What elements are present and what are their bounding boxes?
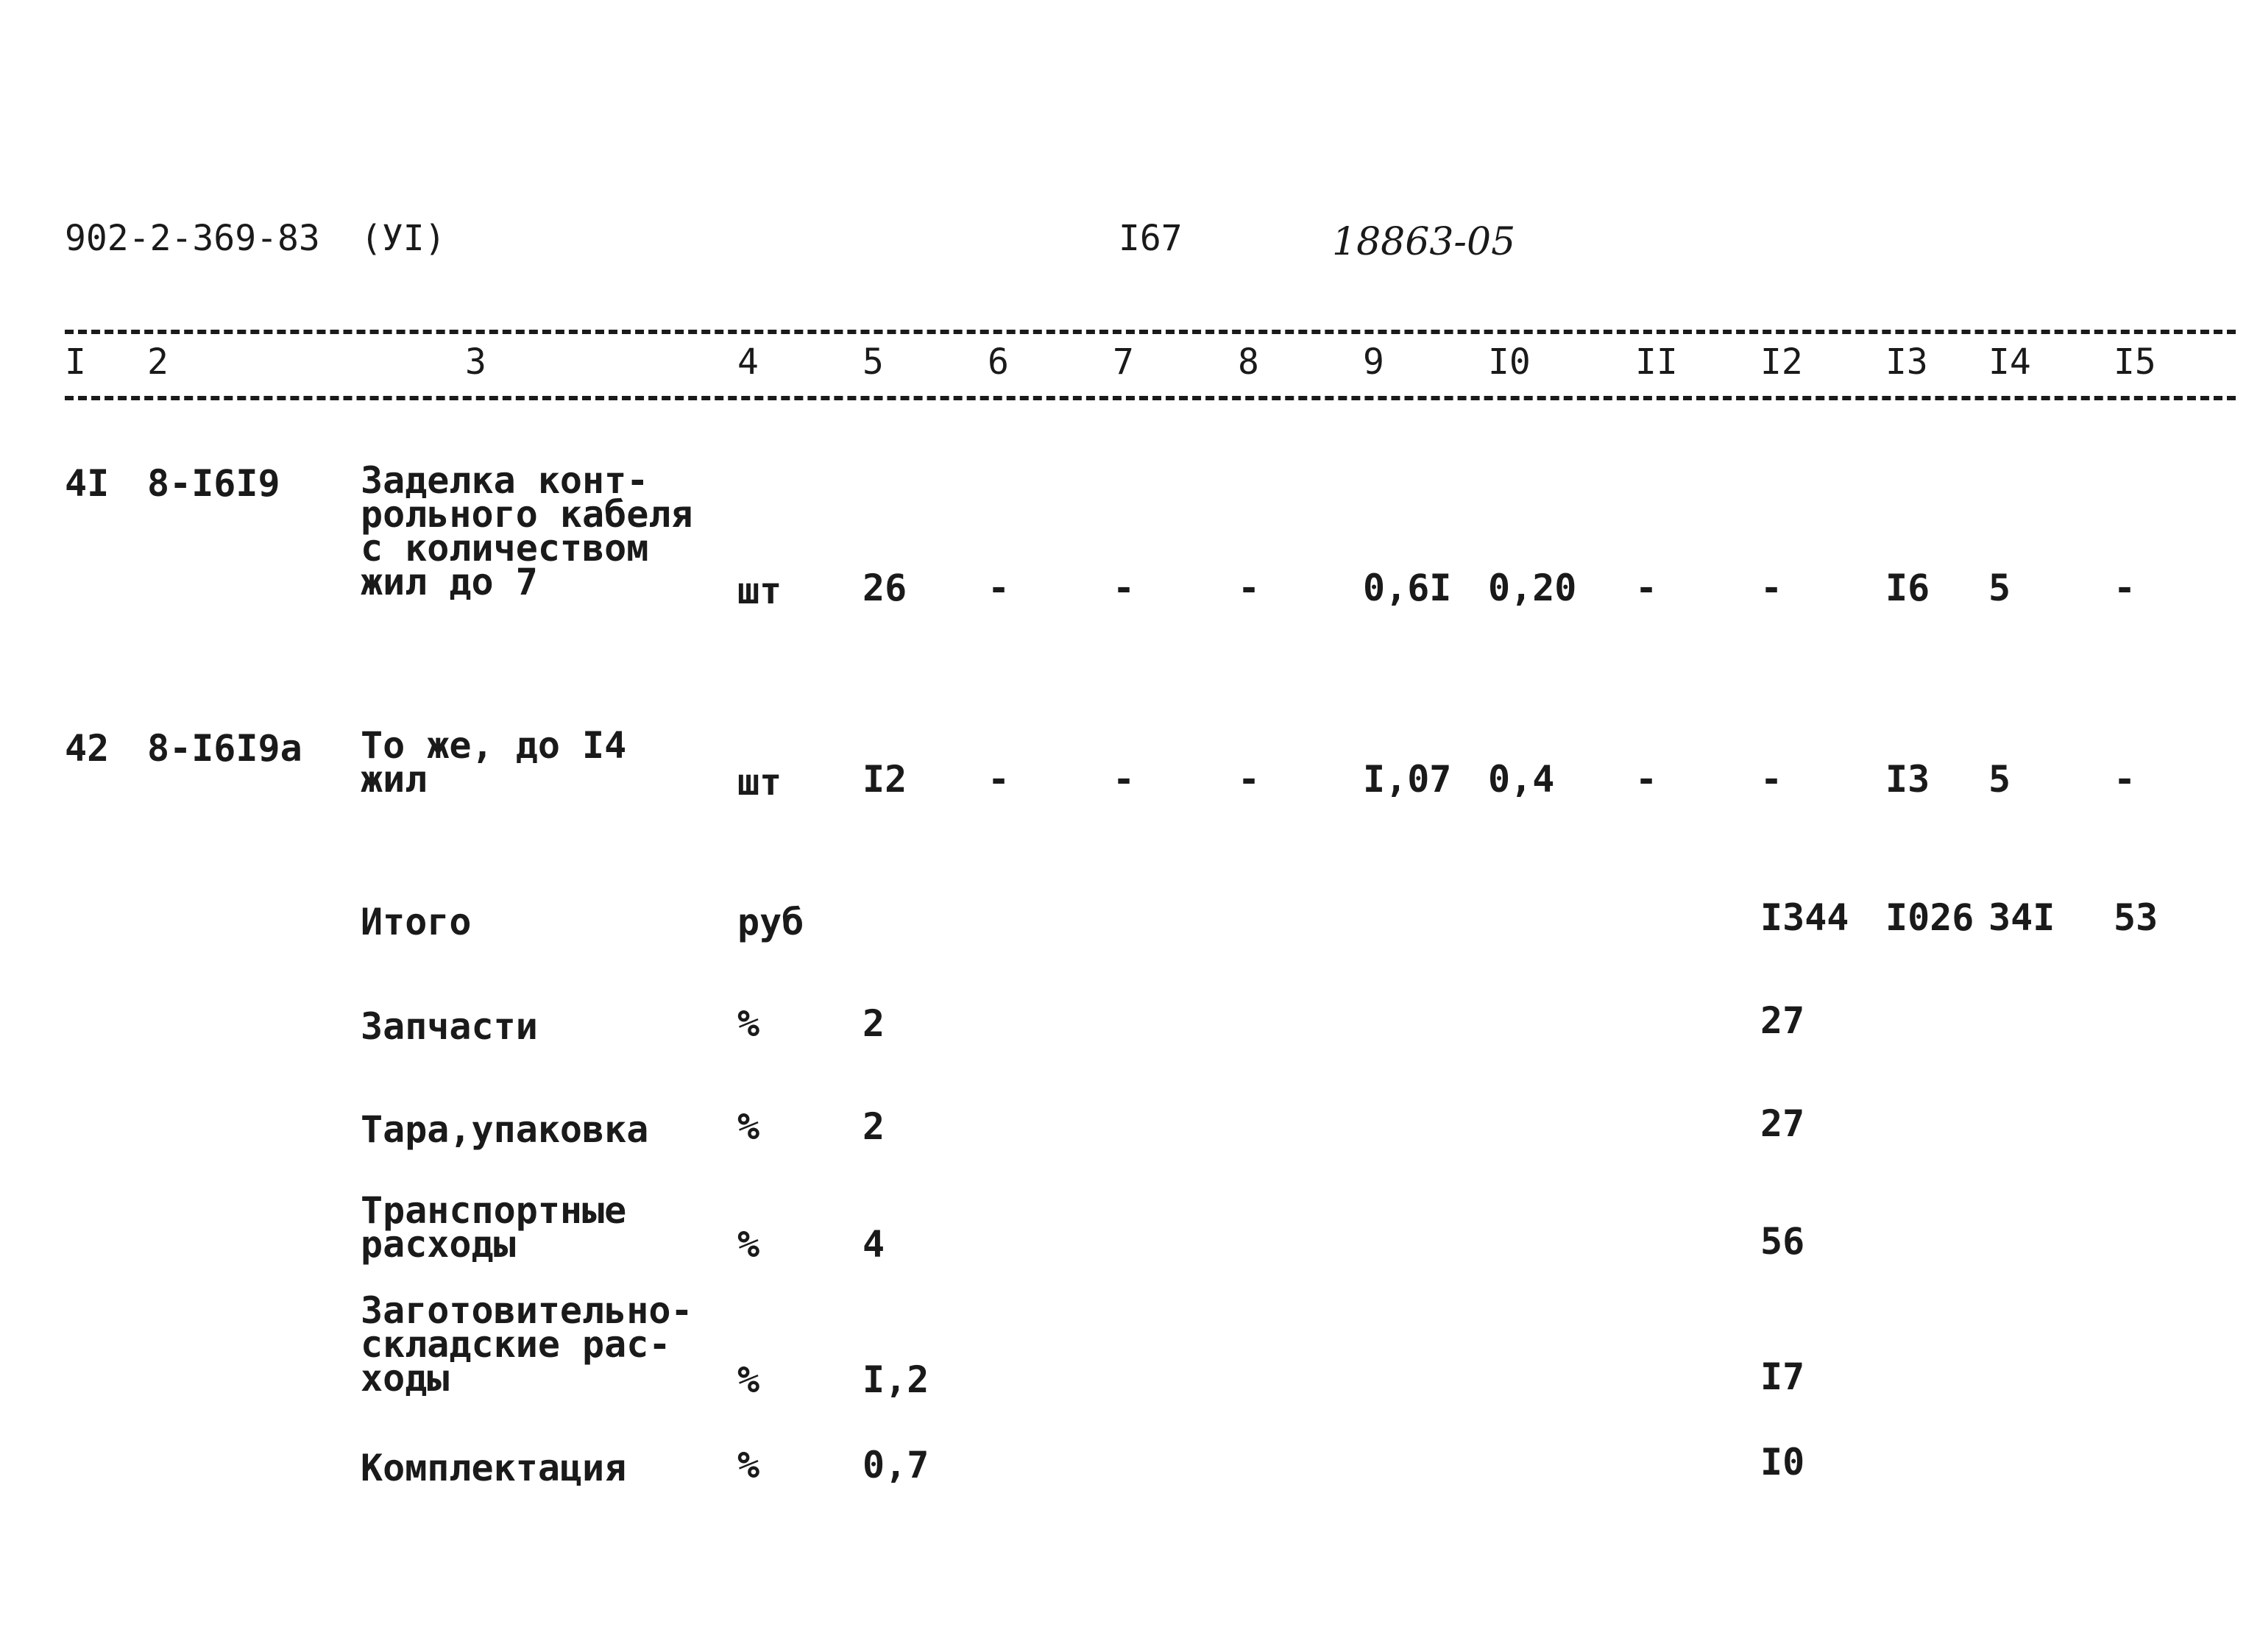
- col-header-14: I4: [1988, 341, 2031, 383]
- surcharge-name: складские рас-: [361, 1323, 671, 1366]
- surcharge-percent: 2: [862, 1002, 885, 1045]
- totals-unit: руб: [737, 901, 804, 943]
- col-header-12: I2: [1760, 341, 1803, 383]
- row-name-line: с количеством: [361, 527, 649, 570]
- row-number: 42: [65, 727, 110, 770]
- row-name-line: жил: [361, 758, 428, 801]
- surcharge-percent: 0,7: [862, 1444, 929, 1486]
- row-col9: I,07: [1363, 758, 1452, 801]
- col-header-8: 8: [1238, 341, 1259, 383]
- row-code: 8-I6I9: [147, 462, 280, 505]
- row-name-line: рольного кабеля: [361, 493, 693, 536]
- col-header-7: 7: [1113, 341, 1134, 383]
- col-header-11: II: [1635, 341, 1678, 383]
- page-number: I67: [1119, 218, 1183, 259]
- surcharge-amount: 27: [1760, 1102, 1805, 1145]
- row-col15: -: [2114, 758, 2136, 801]
- row-col11: -: [1635, 567, 1658, 609]
- row-name-line: жил до 7: [361, 561, 538, 603]
- col-header-3: 3: [465, 341, 486, 383]
- document-code: 902-2-369-83: [65, 218, 320, 259]
- header-bottom-rule: [65, 396, 2236, 400]
- col-header-4: 4: [737, 341, 759, 383]
- col-header-9: 9: [1363, 341, 1384, 383]
- row-col12: -: [1760, 567, 1783, 609]
- surcharge-name: Комплектация: [361, 1447, 627, 1489]
- row-col13: I3: [1885, 758, 1930, 801]
- row-col8: -: [1238, 758, 1261, 801]
- row-col11: -: [1635, 758, 1658, 801]
- row-col8: -: [1238, 567, 1261, 609]
- surcharge-percent: I,2: [862, 1358, 929, 1401]
- row-col5: I2: [862, 758, 907, 801]
- surcharge-amount: I0: [1760, 1441, 1805, 1483]
- col-header-13: I3: [1885, 341, 1928, 383]
- surcharge-name: Тара,упаковка: [361, 1108, 649, 1151]
- surcharge-unit: %: [737, 1105, 760, 1148]
- row-col6: -: [988, 567, 1010, 609]
- surcharge-name: Транспортные: [361, 1189, 627, 1232]
- header-top-rule: [65, 330, 2236, 334]
- col-header-1: I: [65, 341, 86, 383]
- surcharge-amount: 27: [1760, 999, 1805, 1042]
- row-unit: шт: [737, 570, 782, 612]
- surcharge-name: расходы: [361, 1223, 516, 1266]
- row-col15: -: [2114, 567, 2136, 609]
- row-col14: 5: [1988, 758, 2011, 801]
- row-col7: -: [1113, 567, 1136, 609]
- row-col9: 0,6I: [1363, 567, 1452, 609]
- row-col10: 0,4: [1488, 758, 1555, 801]
- surcharge-unit: %: [737, 1358, 760, 1401]
- surcharge-unit: %: [737, 1002, 760, 1045]
- col-header-5: 5: [862, 341, 884, 383]
- row-name-line: Заделка конт-: [361, 459, 649, 502]
- surcharge-percent: 2: [862, 1105, 885, 1148]
- surcharge-name: ходы: [361, 1357, 450, 1400]
- row-col14: 5: [1988, 567, 2011, 609]
- volume-label: (УI): [361, 218, 446, 259]
- totals-col12: I344: [1760, 896, 1849, 939]
- row-col7: -: [1113, 758, 1136, 801]
- row-col13: I6: [1885, 567, 1930, 609]
- surcharge-unit: %: [737, 1444, 760, 1486]
- totals-label: Итого: [361, 901, 472, 943]
- surcharge-amount: I7: [1760, 1355, 1805, 1398]
- totals-col14: 34I: [1988, 896, 2055, 939]
- row-col5: 26: [862, 567, 907, 609]
- totals-col13: I026: [1885, 896, 1974, 939]
- row-col10: 0,20: [1488, 567, 1577, 609]
- row-unit: шт: [737, 761, 782, 804]
- surcharge-amount: 56: [1760, 1220, 1805, 1263]
- row-code: 8-I6I9а: [147, 727, 302, 770]
- row-name-line: То же, до I4: [361, 724, 627, 767]
- col-header-2: 2: [147, 341, 169, 383]
- surcharge-percent: 4: [862, 1223, 885, 1266]
- totals-col15: 53: [2114, 896, 2158, 939]
- col-header-15: I5: [2114, 341, 2156, 383]
- row-col12: -: [1760, 758, 1783, 801]
- col-header-10: I0: [1488, 341, 1531, 383]
- surcharge-name: Запчасти: [361, 1005, 538, 1048]
- surcharge-name: Заготовительно-: [361, 1289, 693, 1332]
- col-header-6: 6: [988, 341, 1009, 383]
- row-number: 4I: [65, 462, 110, 505]
- surcharge-unit: %: [737, 1223, 760, 1266]
- handwritten-number: 18863-05: [1332, 220, 1516, 264]
- row-col6: -: [988, 758, 1010, 801]
